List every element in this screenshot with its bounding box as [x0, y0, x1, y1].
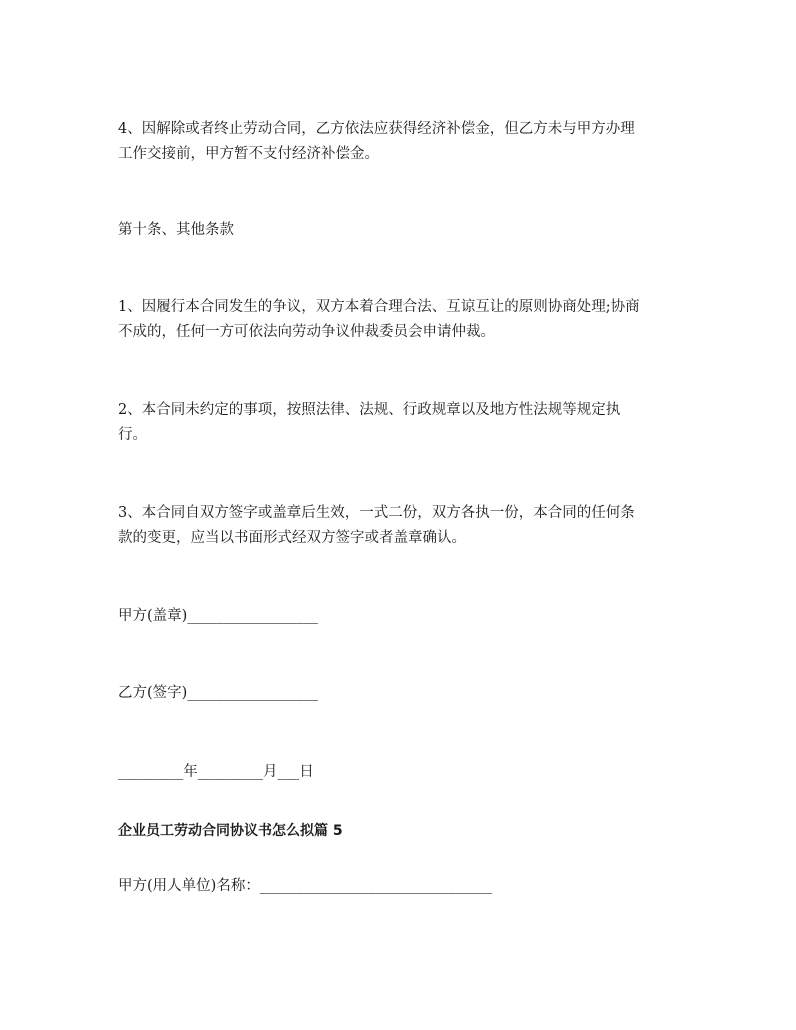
item-2-line-1: 2、本合同未约定的事项，按照法律、法规、行政规章以及地方性法规等规定执 — [118, 402, 621, 418]
party-b-sign-line: 乙方(签字)__________________ — [118, 685, 318, 701]
article-10-title: 第十条、其他条款 — [118, 222, 234, 238]
section-5-heading: 企业员工劳动合同协议书怎么拟篇 5 — [118, 823, 343, 839]
item-3-line-2: 款的变更，应当以书面形式经双方签字或者盖章确认。 — [118, 530, 466, 546]
item-1-line-2: 不成的，任何一方可依法向劳动争议仲裁委员会申请仲裁。 — [118, 324, 495, 340]
item-2-line-2: 行。 — [118, 427, 147, 443]
party-a-seal-line: 甲方(盖章)__________________ — [118, 608, 318, 624]
item-3-line-1: 3、本合同自双方签字或盖章后生效，一式二份，双方各执一份，本合同的任何条 — [118, 505, 635, 521]
employer-name-line: 甲方(用人单位)名称：________________________________ — [118, 878, 492, 894]
clause-4-line-1: 4、因解除或者终止劳动合同，乙方依法应获得经济补偿金，但乙方未与甲方办理 — [118, 121, 635, 137]
clause-4-line-2: 工作交接前，甲方暂不支付经济补偿金。 — [118, 146, 379, 162]
date-line: _________年_________月___日 — [118, 764, 314, 780]
item-1-line-1: 1、因履行本合同发生的争议，双方本着合理合法、互谅互让的原则协商处理;协商 — [118, 299, 640, 315]
